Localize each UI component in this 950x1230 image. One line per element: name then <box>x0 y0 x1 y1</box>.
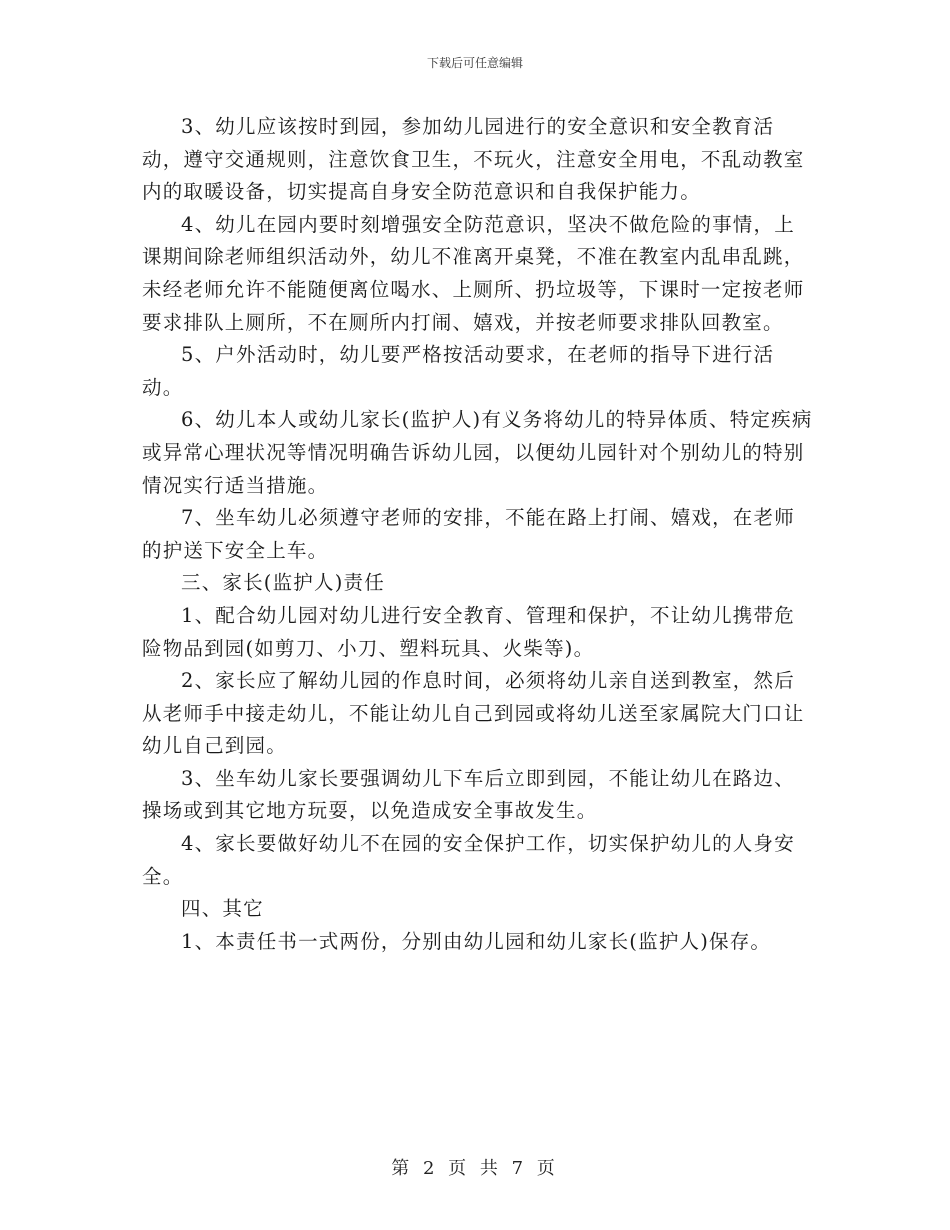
paragraph-item-3-school-arrival: 3、幼儿应该按时到园，参加幼儿园进行的安全意识和安全教育活动，遵守交通规则，注意饮食卫生，不玩火，注意安全用电，不乱动教室内的取暖设备，切实提高自身安全防范意识和自我保护能力。 <box>142 115 805 204</box>
paragraph-item-7-bus-riding: 7、坐车幼儿必须遵守老师的安排，不能在路上打闹、嬉戏，在老师的护送下安全上车。 <box>142 506 795 562</box>
document-body <box>142 111 814 958</box>
page-header-note: 下载后可任意编辑 <box>426 56 523 70</box>
paragraph-parent-item-1: 1、配合幼儿园对幼儿进行安全教育、管理和保护，不让幼儿携带危险物品到园(如剪刀、小刀、塑料玩具、火柴等)。 <box>142 603 795 660</box>
paragraph-parent-item-4: 4、家长要做好幼儿不在园的安全保护工作，切实保护幼儿的人身安全。 <box>142 832 795 888</box>
page-number-footer: 第 2 页 共 7 页 <box>391 1158 559 1179</box>
paragraph-parent-item-3: 3、坐车幼儿家长要强调幼儿下车后立即到园，不能让幼儿在路边、操场或到其它地方玩耍，以免造成安全事故发生。 <box>142 766 795 823</box>
paragraph-item-6-special-conditions: 6、幼儿本人或幼儿家长(监护人)有义务将幼儿的特异体质、特定疾病或异常心理状况等情况明确告诉幼儿园，以便幼儿园针对个别幼儿的特别情况实行适当措施。 <box>142 408 813 497</box>
section-heading-other: 四、其它 <box>181 897 264 921</box>
section-heading-parent-responsibility: 三、家长(监护人)责任 <box>181 571 385 595</box>
paragraph-item-4-safety-awareness: 4、幼儿在园内要时刻增强安全防范意识，坚决不做危险的事情，上课期间除老师组织活动外，幼儿不准离开桌凳，不准在教室内乱串乱跳，未经老师允许不能随便离位喝水、上厕所、扔垃圾等，下课时一定按老师要求排队上厕所，不在厕所内打闹、嬉戏，并按老师要求排队回教室。 <box>142 212 805 334</box>
paragraph-other-item-1: 1、本责任书一式两份，分别由幼儿园和幼儿家长(监护人)保存。 <box>181 929 772 953</box>
paragraph-parent-item-2: 2、家长应了解幼儿园的作息时间，必须将幼儿亲自送到教室，然后从老师手中接走幼儿，不能让幼儿自己到园或将幼儿送至家属院大门口让幼儿自己到园。 <box>142 669 805 758</box>
paragraph-item-5-outdoor-activity: 5、户外活动时，幼儿要严格按活动要求，在老师的指导下进行活动。 <box>142 343 775 399</box>
